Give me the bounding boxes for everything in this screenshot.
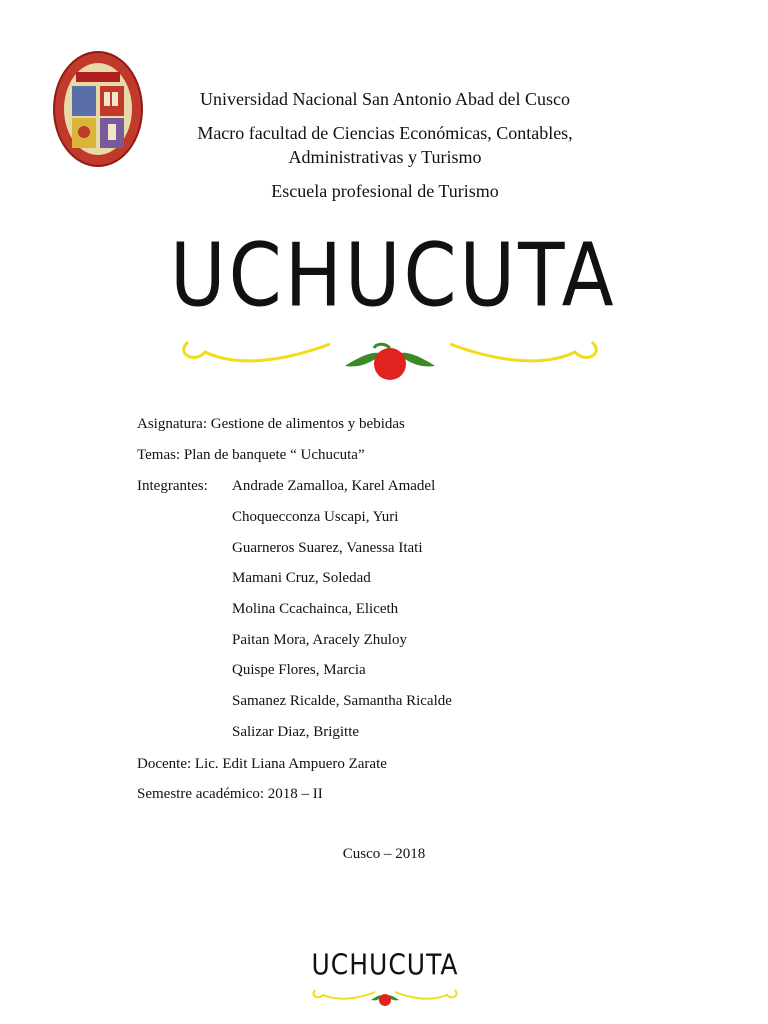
member-4: Mamani Cruz, Soledad <box>232 570 371 586</box>
member-8: Samanez Ricalde, Samantha Ricalde <box>232 693 452 709</box>
seal-icon <box>52 50 144 168</box>
member-9: Salizar Diaz, Brigitte <box>232 724 360 740</box>
docente-label: Docente: <box>137 756 192 772</box>
asignatura-value: Gestione de alimentos y bebidas <box>210 416 405 432</box>
member-3: Guarneros Suarez, Vanessa Itati <box>232 540 423 556</box>
temas-label: Temas: <box>137 447 181 463</box>
logo-text: UCHUCUTA <box>170 224 617 327</box>
semestre-value: 2018 – II <box>267 786 323 802</box>
university-name: Universidad Nacional San Antonio Abad del Cusco <box>200 89 570 109</box>
uchucuta-small-logo <box>305 940 465 1010</box>
member-1: Andrade Zamalloa, Karel Amadel <box>232 478 436 494</box>
member-5: Molina Ccachainca, Eliceth <box>232 601 399 617</box>
ornament-icon <box>170 314 610 394</box>
school-name: Escuela profesional de Turismo <box>271 181 499 201</box>
faculty-name: Macro facultad de Ciencias Económicas, Contables, Administrativas y Turismo <box>197 123 573 167</box>
asignatura-line <box>137 414 405 434</box>
asignatura-label: Asignatura: <box>137 416 207 432</box>
university-seal <box>52 50 144 168</box>
temas-line <box>137 445 365 465</box>
small-logo-text: UCHUCUTA <box>311 948 459 982</box>
small-ornament-icon <box>305 980 465 1010</box>
docente-line <box>137 754 387 774</box>
place-year: Cusco – 2018 <box>342 846 426 862</box>
semestre-line <box>137 784 323 804</box>
member-2: Choquecconza Uscapi, Yuri <box>232 509 399 525</box>
docente-value: Lic. Edit Liana Ampuero Zarate <box>194 756 387 772</box>
semestre-label: Semestre académico: <box>137 786 265 802</box>
uchucuta-logo <box>170 224 617 394</box>
member-6: Paitan Mora, Aracely Zhuloy <box>232 632 407 648</box>
temas-value: Plan de banquete “ Uchucuta” <box>183 447 365 463</box>
member-7: Quispe Flores, Marcia <box>232 662 366 678</box>
integrantes-label: Integrantes: <box>137 478 208 494</box>
